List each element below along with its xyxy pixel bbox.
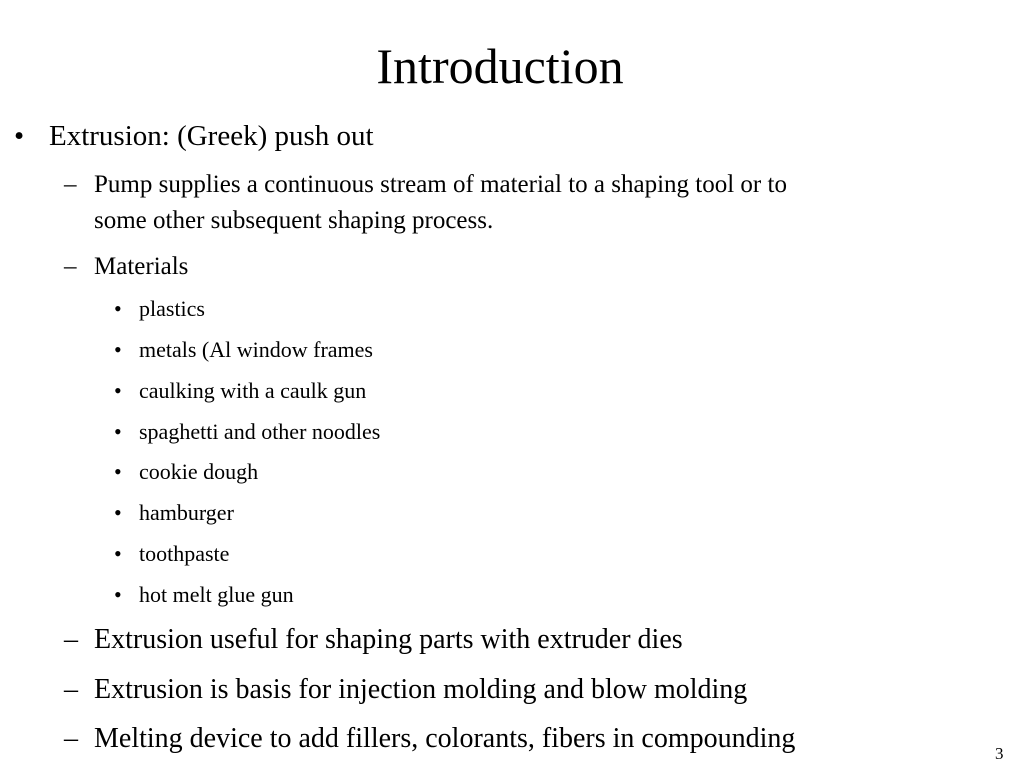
sub-item-text: Materials (94, 253, 189, 280)
material-text: hamburger (139, 500, 234, 525)
bullet-marker: • (114, 459, 122, 484)
dash-marker: – (64, 253, 77, 280)
material-text: toothpaste (139, 541, 230, 566)
sub-item-text: some other subsequent shaping process. (94, 207, 494, 234)
bullet-text: Extrusion: (Greek) push out (49, 120, 374, 152)
bullet-marker: • (114, 296, 122, 321)
sub-item-text: Melting device to add fillers, colorants, fibers in compounding (94, 723, 796, 754)
page-number: 3 (995, 744, 1004, 763)
material-text: metals (Al window frames (139, 337, 373, 362)
material-text: spaghetti and other noodles (139, 419, 381, 444)
bullet-marker: • (114, 541, 122, 566)
material-text: cookie dough (139, 459, 259, 484)
dash-marker: – (64, 723, 78, 754)
slide-title: Introduction (376, 38, 624, 94)
bullet-marker: • (14, 120, 25, 152)
bullet-marker: • (114, 337, 122, 362)
bullet-marker: • (114, 500, 122, 525)
dash-marker: – (64, 674, 78, 705)
material-text: hot melt glue gun (139, 582, 294, 607)
sub-item-text: Extrusion is basis for injection molding and blow molding (94, 674, 748, 705)
bullet-marker: • (114, 378, 122, 403)
sub-item-text: Extrusion useful for shaping parts with extruder dies (94, 624, 683, 655)
bullet-marker: • (114, 419, 122, 444)
bullet-marker: • (114, 582, 122, 607)
dash-marker: – (64, 171, 77, 198)
material-text: caulking with a caulk gun (139, 378, 367, 403)
sub-item-continuation (94, 204, 493, 237)
material-text: plastics (139, 296, 205, 321)
dash-marker: – (64, 624, 78, 655)
sub-item-text: Pump supplies a continuous stream of material to a shaping tool or to (94, 171, 787, 198)
